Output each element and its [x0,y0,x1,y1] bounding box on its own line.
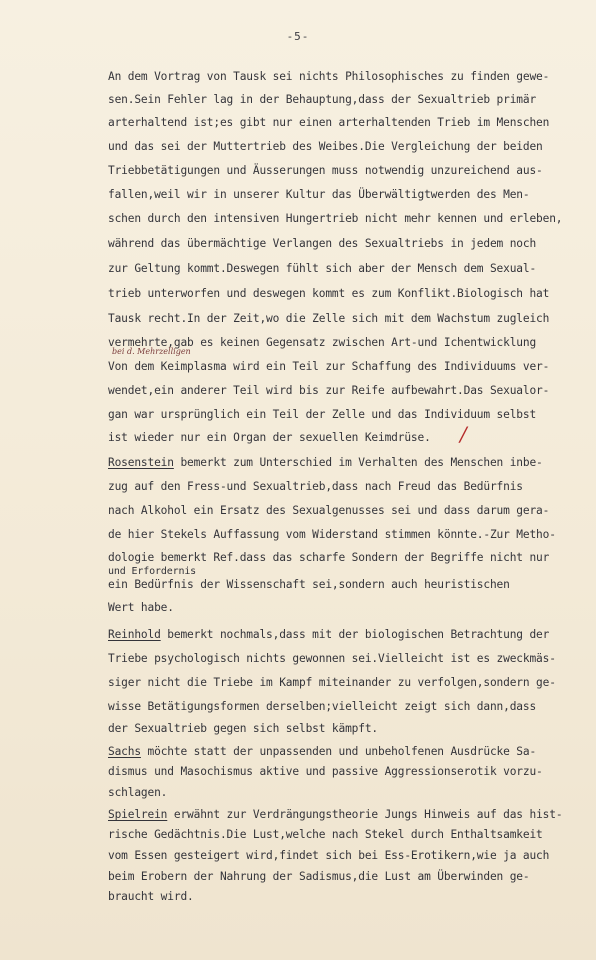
text-line-speaker-sachs: Sachs möchte statt der unpassenden und unbeholfenen Ausdrücke Sa- [108,745,537,758]
text-line: der Sexualtrieb gegen sich selbst kämpft. [108,722,379,735]
text-line: beim Erobern der Nahrung der Sadismus,die Lust am Überwinden ge- [108,870,530,883]
text-line: arterhaltend ist;es gibt nur einen arterhaltenden Trieb im Menschen [108,116,550,129]
text-line: dismus und Masochismus aktive und passive Aggressionserotik vorzu- [108,765,543,778]
text-line: fallen,weil wir in unserer Kultur das Überwältigtwerden des Men- [108,188,530,201]
text-line: Von dem Keimplasma wird ein Teil zur Schaffung des Individuums ver- [108,360,550,373]
text-line: schlagen. [108,786,168,799]
text-line: während das übermächtige Verlangen des Sexualtriebs in jedem noch [108,237,537,250]
text-insertion: und Erfordernis [108,566,197,577]
text-line: gan war ursprünglich ein Teil der Zelle und das Individuum selbst [108,408,537,421]
red-pen-mark: / [460,422,467,446]
text-line: sen.Sein Fehler lag in der Behauptung,dass der Sexualtrieb primär [108,93,537,106]
text-line-speaker-rosenstein: Rosenstein bemerkt zum Unterschied im Verhalten des Menschen inbe- [108,456,543,469]
text-line: ein Bedürfnis der Wissenschaft sei,sondern auch heuristischen [108,578,510,591]
text-line: braucht wird. [108,890,194,903]
text-line: rische Gedächtnis.Die Lust,welche nach Stekel durch Enthaltsamkeit [108,828,543,841]
text-line: trieb unterworfen und deswegen kommt es zum Konflikt.Biologisch hat [108,287,550,300]
text-line: Wert habe. [108,601,174,614]
text-line: ist wieder nur ein Organ der sexuellen Keimdrüse. [108,431,431,444]
text-line: vermehrte,gab es keinen Gegensatz zwischen Art-und Ichentwicklung [108,336,537,349]
text-line: zug auf den Fress-und Sexualtrieb,dass nach Freud das Bedürfnis [108,480,523,493]
text-line: schen durch den intensiven Hungertrieb nicht mehr kennen und erleben, [108,212,563,225]
text-line: de hier Stekels Auffassung vom Widerstand stimmen könnte.-Zur Metho- [108,528,556,541]
text-line: und das sei der Muttertrieb des Weibes.Die Vergleichung der beiden [108,140,543,153]
text-line: Triebbetätigungen und Äusserungen muss notwendig unzureichend aus- [108,164,543,177]
text-line: dologie bemerkt Ref.dass das scharfe Sondern der Begriffe nicht nur [108,551,550,564]
handwritten-annotation: bei d. Mehrzelligen [112,347,191,356]
text-line: wisse Betätigungsformen derselben;vielleicht zeigt sich dann,dass [108,700,537,713]
page-number: -5- [286,30,310,43]
text-line: Tausk recht.In der Zeit,wo die Zelle sich mit dem Wachstum zugleich [108,312,550,325]
text-line: nach Alkohol ein Ersatz des Sexualgenusses sei und dass darum gera- [108,504,550,517]
text-line: vom Essen gesteigert wird,findet sich bei Ess-Erotikern,wie ja auch [108,849,550,862]
text-line-speaker-spielrein: Spielrein erwähnt zur Verdrängungstheorie Jungs Hinweis auf das hist- [108,808,563,821]
text-line: An dem Vortrag von Tausk sei nichts Philosophisches zu finden gewe- [108,70,550,83]
text-line-speaker-reinhold: Reinhold bemerkt nochmals,dass mit der biologischen Betrachtung der [108,628,550,641]
text-line: zur Geltung kommt.Deswegen fühlt sich aber der Mensch dem Sexual- [108,262,537,275]
text-line: Triebe psychologisch nichts gewonnen sei.Vielleicht ist es zweckmäs- [108,652,556,665]
text-line: siger nicht die Triebe im Kampf miteinander zu verfolgen,sondern ge- [108,676,556,689]
text-line: wendet,ein anderer Teil wird bis zur Reife aufbewahrt.Das Sexualor- [108,384,550,397]
